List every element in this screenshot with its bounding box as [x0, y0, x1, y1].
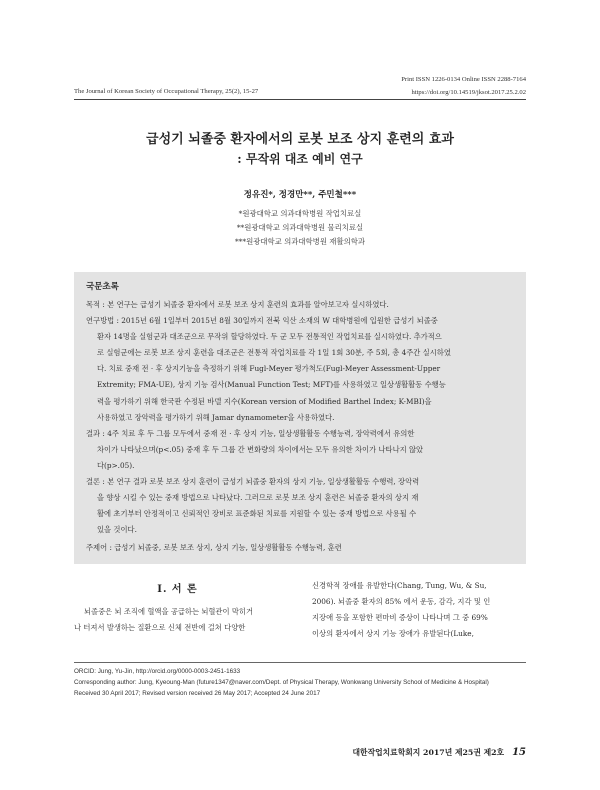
affiliations	[0, 207, 600, 249]
footer-journal: 대한작업치료학회지 2017년 제25권 제2호	[352, 748, 505, 757]
intro-line: 뇌졸중은 뇌 조직에 혈액을 공급하는 뇌혈관이 막히거	[84, 607, 253, 616]
abstract-line: 사용하였고 장악력을 평가하기 위해 Jamar dynamometer을 사용하였다.	[97, 412, 335, 422]
abstract-line: 다(p>.05).	[97, 460, 135, 470]
abstract-line: 목적 : 본 연구는 급성기 뇌졸중 환자에서 로봇 보조 상지 훈련의 효과를 알아보고자 실시하였다.	[86, 300, 389, 309]
author-list: 정유진*, 정경만**, 주민철***	[243, 190, 357, 200]
orcid-note: ORCID: Jung, Yu-Jin, http://orcid.org/0000-0003-2451-1633	[74, 668, 241, 675]
intro-right-column	[312, 578, 526, 642]
page-footer	[353, 747, 526, 758]
intro-line: 이상의 환자에서 상지 기능 장애가 유발된다(Luke,	[312, 629, 474, 638]
affiliation-2: **원광대학교 의과대학병원 물리치료실	[236, 223, 364, 232]
paper-title: 급성기 뇌졸중 환자에서의 로봇 보조 상지 훈련의 효과	[146, 132, 454, 147]
intro-line: 지장애 등을 포함한 편마비 증상이 나타나며 그 중 69%	[312, 613, 488, 622]
issn-text: Print ISSN 1226-0134 Online ISSN 2288-7164	[401, 76, 526, 83]
abstract-line: 력을 평가하기 위해 한국판 수정된 바델 지수(Korean version of Modified Barthel Index; K-MBI)을	[97, 396, 432, 406]
intro-line: 2006). 뇌졸중 환자의 85% 에서 운동, 감각, 지각 및 인	[312, 597, 491, 606]
issn-block	[401, 73, 526, 99]
abstract-line: 결론 : 본 연구 결과 로봇 보조 상지 훈련이 급성기 뇌졸중 환자의 상지 기능, 일상생활활동 수행력, 장악력	[86, 477, 420, 487]
doi-link[interactable]: https://doi.org/10.14519/jksot.2017.25.2.02	[411, 89, 526, 96]
journal-citation: The Journal of Korean Society of Occupational Therapy, 25(2), 15-27	[74, 88, 259, 95]
header-rule	[74, 99, 526, 100]
affiliation-3: ***원광대학교 의과대학병원 재활의학과	[234, 237, 366, 246]
abstract-heading: 국문초록	[86, 282, 119, 292]
affiliation-1: *원광대학교 의과대학병원 작업치료실	[238, 209, 362, 218]
paper-subtitle: : 무작위 대조 예비 연구	[237, 152, 363, 166]
abstract-line: 결과 : 4주 치료 후 두 그룹 모두에서 중재 전 · 후 상지 기능, 일상생활활동 수행능력, 장악력에서 유의한	[86, 428, 415, 438]
footnotes	[74, 666, 489, 699]
section-heading-introduction: Ⅰ. 서 론	[157, 584, 198, 595]
corresponding-note: Corresponding author: Jung, Kyeoung-Man (future1347@naver.com/Dept. of Physical Therapy, Wonkwang University School of Medicine & Hospital)	[74, 679, 489, 686]
page-number: 15	[512, 747, 526, 758]
footnote-rule	[74, 662, 526, 663]
abstract-line: 을 향상 시킬 수 있는 중재 방법으로 나타났다. 그러므로 로봇 보조 상지 훈련은 뇌졸중 환자의 상지 재	[97, 493, 419, 503]
abstract-line: 환자 14명을 실험군과 대조군으로 무작위 할당하였다. 두 군 모두 전통적인 작업치료를 실시하였다. 추가적으	[97, 332, 442, 342]
intro-line: 나 터져서 발생하는 질환으로 신체 전반에 걸쳐 다양한	[74, 623, 246, 632]
abstract-body	[86, 297, 516, 538]
abstract-line: 다. 치료 중재 전 · 후 상지기능을 측정하기 위해 Fugl-Meyer 평가척도(Fugl-Meyer Assessment-Upper	[97, 364, 441, 374]
abstract-line: Extremity; FMA-UE), 상지 기능 검사(Manual Function Test; MFT)를 사용하였고 일상생활활동 수행능	[97, 380, 446, 390]
abstract-line: 연구방법 : 2015년 6월 1일부터 2015년 8월 30일까지 전북 익산 소재의 W 대학병원에 입원한 급성기 뇌졸중	[86, 316, 438, 326]
received-note: Received 30 April 2017; Revised version received 26 May 2017; Accepted 24 June 2017	[74, 690, 321, 697]
abstract-line: 활에 초기부터 안정적이고 신뢰적인 장비로 표준화된 치료를 지원할 수 있는 중재 방법으로 사용될 수	[97, 509, 417, 519]
intro-line: 신경학적 장애를 유발한다(Chang, Tung, Wu, & Su,	[312, 581, 487, 590]
abstract-line: 있을 것이다.	[97, 525, 137, 535]
abstract-line: 로 실험군에는 로봇 보조 상지 훈련을 대조군은 전통적 작업치료를 각 1일 1회 30분, 주 5회, 총 4주간 실시하였	[97, 348, 451, 358]
abstract-line: 차이가 나타났으며(p<.05) 중재 후 두 그룹 간 변화량의 차이에서는 모두 유의한 차이가 나타나지 않았	[97, 444, 424, 454]
keywords: 주제어 : 급성기 뇌졸중, 로봇 보조 상지, 상지 기능, 일상생활활동 수행능력, 훈련	[86, 543, 342, 552]
intro-left-column	[74, 604, 282, 636]
